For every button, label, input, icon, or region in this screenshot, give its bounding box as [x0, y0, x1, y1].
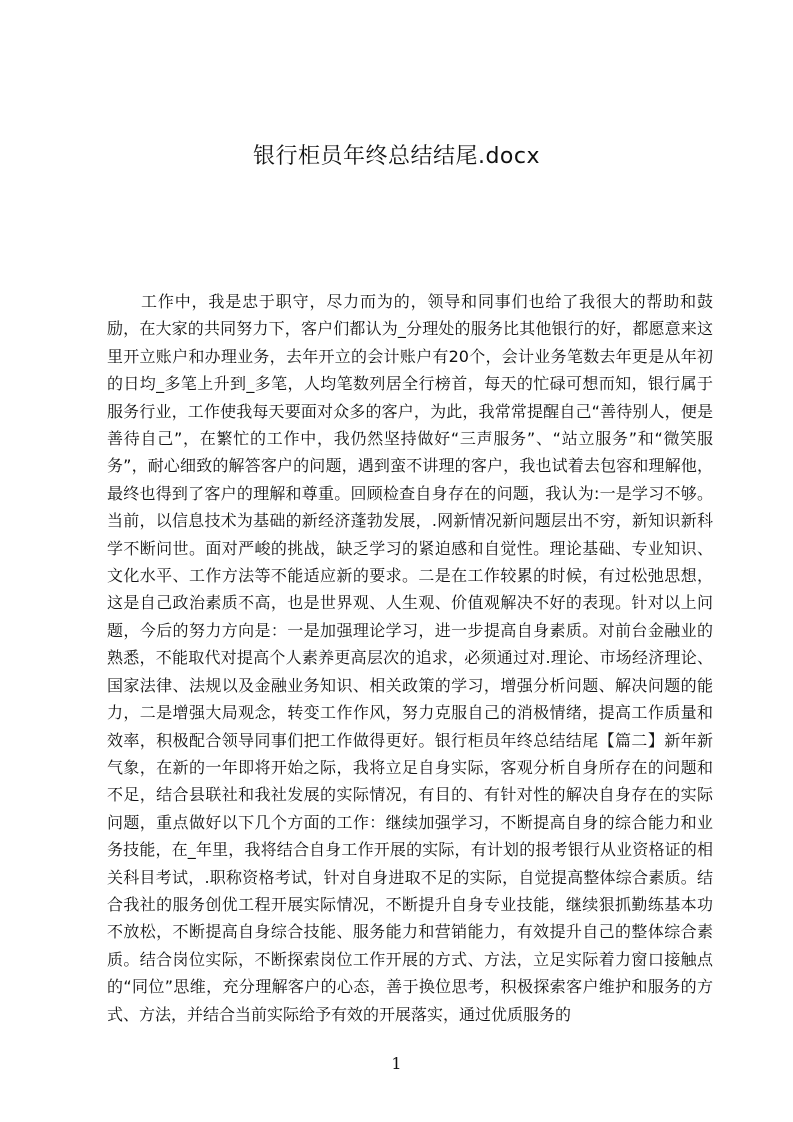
body-paragraph: 工作中，我是忠于职守，尽力而为的，领导和同事们也给了我很大的帮助和鼓励，在大家的共同努力下，客户们都认为_分理处的服务比其他银行的好，都愿意来这里开立账户和办理业务，去年开立的会计账户有20个，会计业务笔数去年更是从年初的日均_多笔上升到_多笔，人均笔数列居全行榜首，每天的忙碌可想而知，银行属于服务行业，工作使我每天要面对众多的客户，为此，我常常提醒自己“善待别人，便是善待自己”，在繁忙的工作中，我仍然坚持做好“三声服务”、“站立服务”和“微笑服务”，耐心细致的解答客户的问题，遇到蛮不讲理的客户，我也试着去包容和理解他，最终也得到了客户的理解和尊重。回顾检查自身存在的问题，我认为:一是学习不够。当前，以信息技术为基础的新经济蓬勃发展，.网新情况新问题层出不穷，新知识新科学不断问世。面对严峻的挑战，缺乏学习的紧迫感和自觉性。理论基础、专业知识、文化水平、工作方法等不能适应新的要求。二是在工作较累的时候，有过松弛思想，这是自己政治素质不高，也是世界观、人生观、价值观解决不好的表现。针对以上问题，今后的努力方向是：一是加强理论学习，进一步提高自身素质。对前台金融业的熟悉，不能取代对提高个人素养更高层次的追求，必须通过对.理论、市场经济理论、国家法律、法规以及金融业务知识、相关政策的学习，增强分析问题、解决问题的能力，二是增强大局观念，转变工作作风，努力克服自己的消极情绪，提高工作质量和效率，积极配合领导同事们把工作做得更好。银行柜员年终总结结尾【篇二】新年新气象，在新的一年即将开始之际，我将立足自身实际，客观分析自身所存在的问题和不足，结合县联社和我社发展的实际情况，有目的、有针对性的解决自身存在的实际问题，重点做好以下几个方面的工作：继续加强学习，不断提高自身的综合能力和业务技能，在_年里，我将结合自身工作开展的实际，有计划的报考银行从业资格证的相关科目考试，.职称资格考试，针对自身进取不足的实际，自觉提高整体综合素质。结合我社的服务创优工程开展实际情况，不断提升自身专业技能，继续狠抓勤练基本功不放松，不断提高自身综合技能、服务能力和营销能力，有效提升自己的整体综合素质。结合岗位实际，不断探索岗位工作开展的方式、方法，立足实际着力窗口接触点的“同位”思维，充分理解客户的心态，善于换位思考，积极探索客户维护和服务的方式、方法，并结合当前实际给予有效的开展落实，通过优质服务的: [107, 292, 713, 1024]
document-title: 银行柜员年终总结结尾.docx: [252, 144, 541, 169]
page-number: 1: [391, 1054, 402, 1073]
